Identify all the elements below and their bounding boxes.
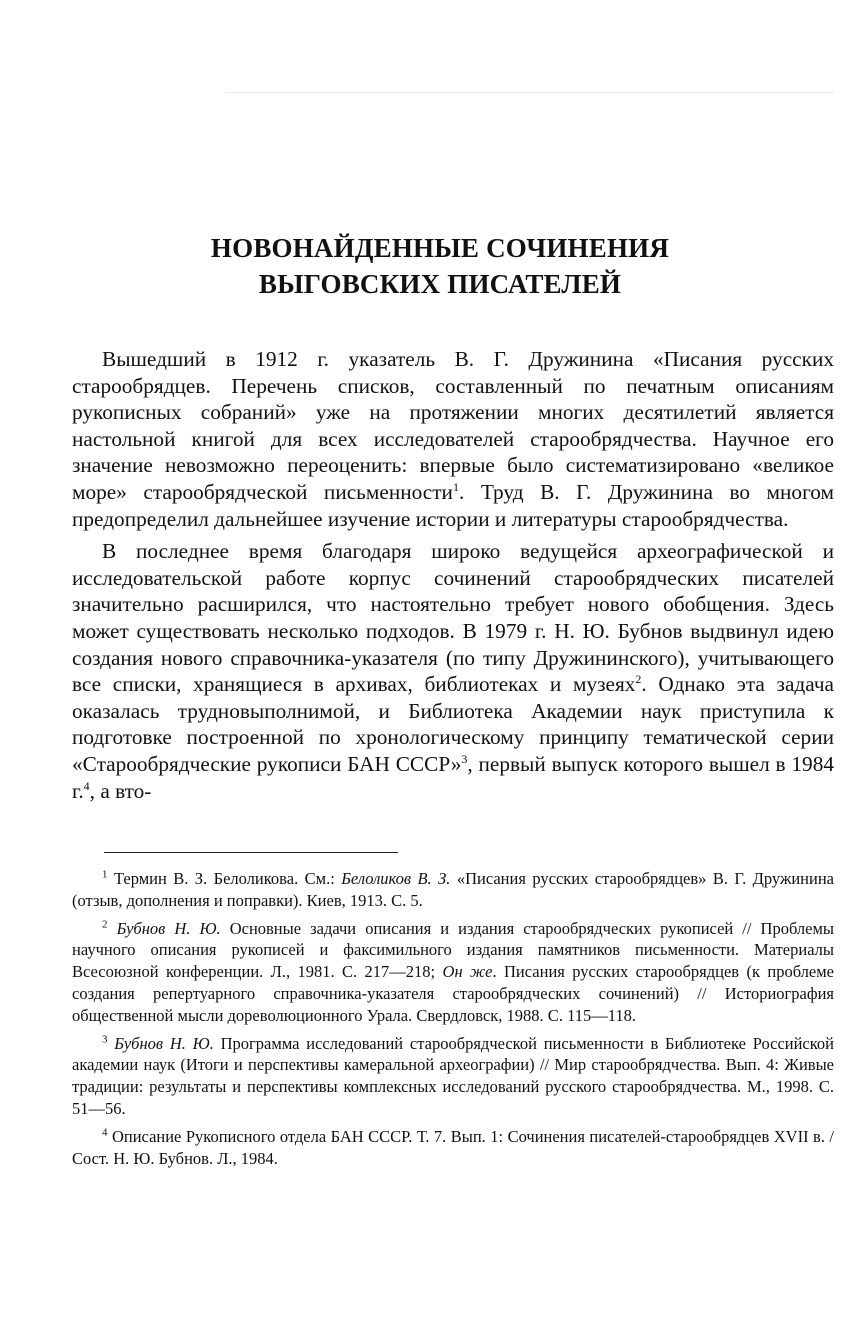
paragraph-2-text-a: В последнее время благодаря широко ведущейся археографической и исследовательской работе корпус сочинений старообрядческих писателей значительно расширился, что настоятельно требует нового обобщения. Здесь может существовать несколько подходов. В 1979 г. Н. Ю. Бубнов выдвинул идею создания нового справочника-указателя (по типу Дружининского), учитывающего все списки, хранящиеся в архивах, библиотеках и музеях: [72, 539, 834, 697]
footnote-1: [72, 868, 834, 912]
footnotes: [72, 868, 834, 1169]
chapter-title-line-1: НОВОНАЙДЕННЫЕ СОЧИНЕНИЯ: [210, 233, 670, 264]
footnote-2-text-a: Основные задачи описания и издания старообрядческих рукописей // Проблемы научного описания рукописей и факсимильного издания памятников письменности. Материалы Всесоюзной конференции. Л., 1981. С. 217—218;: [72, 918, 835, 982]
paragraph-2: [72, 538, 834, 804]
footnote-ref-3: 3: [461, 751, 468, 766]
chapter-title: [40, 230, 840, 302]
footnote-number: 3: [102, 1033, 108, 1046]
paragraph-1-text-b: . Труд В. Г. Дружинина во многом предопределил дальнейшее изучение истории и литературы старообрядчества.: [72, 479, 834, 531]
footnote-1-text-b: «Писания русских старообрядцев» В. Г. Дружинина (отзыв, дополнения и поправки). Киев, 1913. С. 5.: [72, 869, 834, 910]
footnote-1-author: Белоликов В. З.: [341, 869, 451, 888]
footnote-number: 1: [102, 868, 108, 881]
footnote-separator: [104, 852, 398, 853]
paragraph-2-text-b: . Однако эта задача оказалась трудновыполнимой, и Библиотека Академии наук приступила к подготовке построенной по хронологическому принципу тематической серии «Старообрядческие рукописи БАН СССР»: [72, 672, 834, 776]
footnote-2-text-b: . Писания русских старообрядцев (к проблеме создания репертуарного справочника-указателя старообрядческих сочинений) // Историография общественной мысли дореволюционного Урала. Свердловск, 1988. С. 115—118.: [72, 962, 834, 1025]
footnote-3-author: Бубнов Н. Ю.: [114, 1033, 214, 1053]
footnote-2-author: Бубнов Н. Ю.: [116, 918, 221, 938]
paragraph-1-text-a: Вышедший в 1912 г. указатель В. Г. Дружинина «Писания русских старообрядцев. Перечень списков, составленный по печатным описаниям рукописных собраний» уже на протяжении многих десятилетий является настольной книгой для всех исследователей старообрядчества. Научное его значение невозможно переоценить: впервые было систематизировано «великое море» старообрядческой письменности: [72, 347, 834, 504]
paragraph-1: [72, 346, 834, 532]
footnote-number: 2: [102, 918, 108, 931]
footnote-4: [72, 1126, 834, 1170]
bleed-through-header: [230, 66, 830, 82]
footnote-2: [72, 918, 834, 1027]
chapter-title-line-2: ВЫГОВСКИХ ПИСАТЕЛЕЙ: [258, 269, 622, 300]
footnote-3-text-a: Программа исследований старообрядческой письменности в Библиотеке Российской академии наук (Итоги и перспективы камеральной археографии) // Мир старообрядчества. Вып. 4: Живые традиции: результаты и перспективы комплексных исследований русского старообрядчества. М., 1998. С. 51—56.: [72, 1033, 835, 1118]
footnote-3: [72, 1033, 834, 1120]
main-text: [72, 346, 834, 804]
footnote-2-ibid: Он же: [442, 962, 493, 982]
paragraph-2-text-d: , а вто-: [89, 778, 152, 803]
footnote-4-text-a: Описание Рукописного отдела БАН СССР. Т. 7. Вып. 1: Сочинения писателей-старообрядцев XVII в. / Сост. Н. Ю. Бубнов. Л., 1984.: [72, 1126, 834, 1168]
footnote-1-text-a: Термин В. З. Белоликова. См.:: [113, 869, 342, 888]
footnote-ref-2: 2: [635, 672, 642, 687]
footnote-ref-4: 4: [83, 778, 90, 793]
paragraph-2-text-c: , первый выпуск которого вышел в 1984 г.: [72, 751, 834, 803]
footnote-number: 4: [102, 1126, 108, 1139]
footnote-ref-1: 1: [452, 479, 459, 494]
bleed-through-rule: [225, 92, 835, 93]
